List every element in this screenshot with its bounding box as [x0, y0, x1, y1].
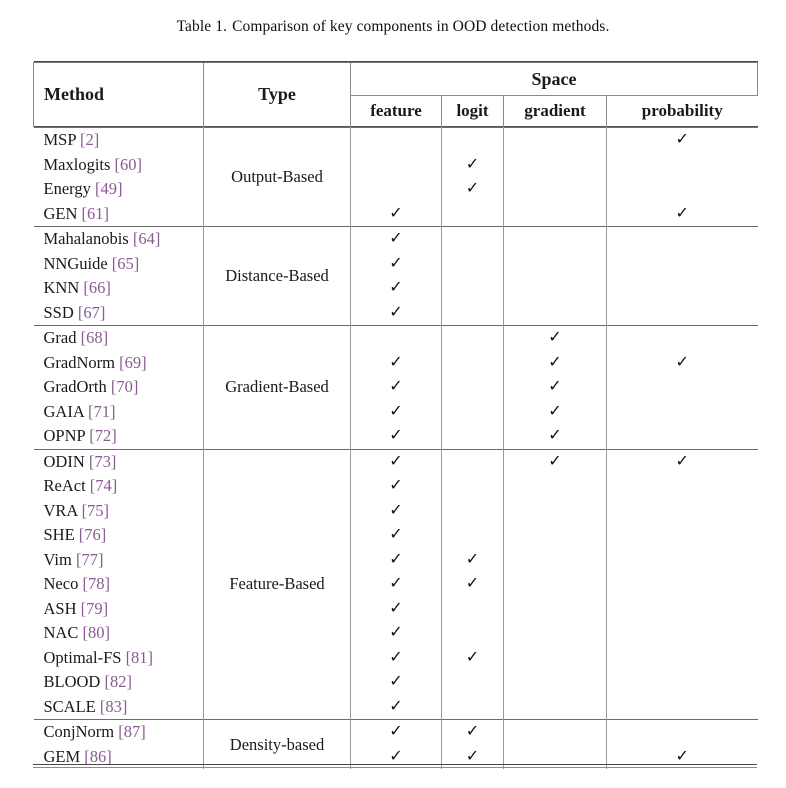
cell-method: [34, 548, 204, 573]
cell-probability: [607, 572, 758, 597]
reference-citation[interactable]: [75]: [81, 500, 110, 520]
cell-gradient: [504, 572, 607, 597]
cell-probability: [607, 227, 758, 252]
cell-method: [34, 326, 204, 351]
reference-citation[interactable]: [65]: [111, 253, 140, 273]
reference-citation[interactable]: [86]: [84, 746, 112, 766]
cell-logit: [442, 301, 504, 326]
cell-method: [34, 252, 204, 277]
cell-logit: [442, 695, 504, 720]
header-row-main: [34, 63, 758, 96]
cell-method: [34, 474, 204, 499]
cell-logit: [442, 400, 504, 425]
cell-gradient: [504, 424, 607, 449]
check-icon: ✓: [389, 646, 403, 666]
cell-gradient: [504, 646, 607, 671]
cell-probability: [607, 720, 758, 745]
table-row: [34, 523, 758, 548]
cell-feature: [351, 449, 442, 474]
table-row: [34, 177, 758, 202]
reference-citation[interactable]: [73]: [88, 451, 117, 471]
cell-method: [34, 177, 204, 202]
cell-logit: [442, 375, 504, 400]
cell-feature: [351, 474, 442, 499]
check-icon: ✓: [389, 277, 403, 297]
check-icon: ✓: [389, 475, 403, 495]
reference-citation[interactable]: [61]: [81, 203, 110, 223]
check-icon: ✓: [389, 252, 403, 272]
cell-method: [34, 720, 204, 745]
cell-logit: [442, 351, 504, 376]
method-name: NAC: [43, 623, 83, 643]
caption-label: Table 1.: [176, 18, 228, 35]
cell-method: [34, 128, 204, 153]
cell-gradient: [504, 375, 607, 400]
bottom-double-rule: [33, 764, 757, 768]
cell-probability: [607, 621, 758, 646]
cell-gradient: [504, 301, 607, 326]
method-name: GAIA: [43, 401, 88, 421]
cell-probability: [607, 202, 758, 227]
cell-feature: [351, 621, 442, 646]
cell-probability: [607, 153, 758, 178]
cell-probability: [607, 326, 758, 351]
check-icon: ✓: [389, 425, 403, 445]
cell-probability: [607, 128, 758, 153]
reference-citation[interactable]: [72]: [89, 426, 117, 446]
cell-feature: [351, 499, 442, 524]
cell-gradient: [504, 276, 607, 301]
cell-feature: [351, 276, 442, 301]
table-caption: [0, 18, 786, 36]
check-icon: ✓: [548, 450, 562, 470]
cell-logit: [442, 548, 504, 573]
cell-type: Gradient-Based: [204, 326, 351, 450]
reference-citation[interactable]: [79]: [80, 598, 109, 618]
table-row: [34, 400, 758, 425]
reference-citation[interactable]: [71]: [87, 401, 116, 421]
check-icon: ✓: [389, 622, 403, 642]
table-row: [34, 597, 758, 622]
check-icon: ✓: [389, 400, 403, 420]
cell-feature: [351, 351, 442, 376]
cell-logit: [442, 449, 504, 474]
reference-citation[interactable]: [68]: [80, 328, 109, 348]
cell-gradient: [504, 326, 607, 351]
check-icon: ✓: [675, 745, 689, 765]
cell-probability: [607, 670, 758, 695]
cell-gradient: [504, 128, 607, 153]
cell-gradient: [504, 720, 607, 745]
reference-citation[interactable]: [49]: [94, 179, 123, 199]
cell-method: [34, 695, 204, 720]
cell-gradient: [504, 351, 607, 376]
cell-feature: [351, 326, 442, 351]
cell-feature: [351, 572, 442, 597]
check-icon: ✓: [465, 721, 480, 741]
cell-probability: [607, 252, 758, 277]
cell-gradient: [504, 153, 607, 178]
cell-method: [34, 276, 204, 301]
cell-method: [34, 351, 204, 376]
cell-probability: [607, 424, 758, 449]
cell-feature: [351, 177, 442, 202]
reference-citation[interactable]: [78]: [82, 574, 110, 594]
cell-method: [34, 523, 204, 548]
check-icon: ✓: [389, 573, 403, 593]
cell-logit: [442, 424, 504, 449]
method-name: Vim: [43, 549, 76, 569]
comparison-table-container: [33, 61, 757, 769]
reference-citation[interactable]: [80]: [82, 623, 110, 643]
table-row: [34, 227, 758, 252]
check-icon: ✓: [389, 524, 403, 544]
reference-citation[interactable]: [74]: [89, 476, 118, 496]
reference-citation[interactable]: [69]: [119, 352, 147, 372]
cell-feature: [351, 153, 442, 178]
reference-citation[interactable]: [87]: [118, 722, 146, 742]
column-header-gradient: gradient: [504, 96, 607, 127]
method-name: SHE: [43, 525, 79, 545]
cell-logit: [442, 670, 504, 695]
reference-citation[interactable]: [83]: [99, 696, 128, 716]
cell-probability: [607, 499, 758, 524]
cell-gradient: [504, 597, 607, 622]
cell-method: [34, 202, 204, 227]
check-icon: ✓: [389, 228, 403, 248]
cell-type: Output-Based: [204, 128, 351, 227]
column-header-logit: logit: [442, 96, 504, 127]
table-row: [34, 695, 758, 720]
cell-feature: [351, 523, 442, 548]
check-icon: ✓: [465, 153, 480, 173]
reference-citation[interactable]: [81]: [125, 647, 154, 667]
cell-method: [34, 621, 204, 646]
cell-gradient: [504, 499, 607, 524]
column-header-type: Type: [204, 63, 351, 127]
comparison-table: [33, 61, 758, 769]
cell-feature: [351, 202, 442, 227]
check-icon: ✓: [389, 376, 403, 396]
check-icon: ✓: [389, 597, 403, 617]
reference-citation[interactable]: [77]: [75, 549, 104, 569]
method-name: GradNorm: [43, 352, 120, 372]
table-row: [34, 252, 758, 277]
check-icon: ✓: [548, 425, 562, 445]
table-head: [34, 62, 758, 128]
check-icon: ✓: [389, 721, 403, 741]
check-icon: ✓: [389, 671, 403, 691]
caption-text: Comparison of key components in OOD detection methods.: [232, 18, 610, 35]
cell-gradient: [504, 670, 607, 695]
reference-citation[interactable]: [82]: [104, 672, 132, 692]
table-row: [34, 621, 758, 646]
cell-feature: [351, 720, 442, 745]
cell-method: [34, 400, 204, 425]
check-icon: ✓: [389, 548, 403, 568]
column-header-probability: probability: [607, 96, 758, 127]
cell-method: [34, 153, 204, 178]
cell-feature: [351, 301, 442, 326]
method-name: Optimal-FS: [43, 647, 126, 667]
cell-probability: [607, 646, 758, 671]
cell-logit: [442, 523, 504, 548]
check-icon: ✓: [465, 646, 480, 666]
cell-logit: [442, 153, 504, 178]
cell-method: [34, 227, 204, 252]
check-icon: ✓: [548, 400, 562, 420]
cell-gradient: [504, 695, 607, 720]
check-icon: ✓: [389, 695, 403, 715]
check-icon: ✓: [465, 178, 480, 198]
reference-citation[interactable]: [60]: [114, 154, 143, 174]
check-icon: ✓: [389, 450, 403, 470]
check-icon: ✓: [389, 351, 403, 371]
cell-gradient: [504, 548, 607, 573]
cell-logit: [442, 499, 504, 524]
check-icon: ✓: [465, 745, 480, 765]
cell-feature: [351, 548, 442, 573]
cell-gradient: [504, 177, 607, 202]
cell-feature: [351, 646, 442, 671]
method-name: ReAct: [43, 476, 90, 496]
cell-method: [34, 646, 204, 671]
cell-probability: [607, 597, 758, 622]
cell-probability: [607, 400, 758, 425]
cell-logit: [442, 646, 504, 671]
cell-probability: [607, 177, 758, 202]
table-row: [34, 474, 758, 499]
method-name: Maxlogits: [43, 154, 115, 174]
check-icon: ✓: [389, 745, 403, 765]
reference-citation[interactable]: [64]: [132, 229, 161, 249]
cell-probability: [607, 301, 758, 326]
method-name: Energy: [43, 179, 95, 199]
cell-gradient: [504, 400, 607, 425]
check-icon: ✓: [675, 351, 689, 371]
cell-feature: [351, 400, 442, 425]
cell-method: [34, 449, 204, 474]
cell-probability: [607, 548, 758, 573]
cell-method: [34, 597, 204, 622]
cell-feature: [351, 128, 442, 153]
table-row: [34, 153, 758, 178]
method-name: Neco: [43, 574, 83, 594]
cell-probability: [607, 351, 758, 376]
method-name: ASH: [43, 598, 81, 618]
table-row: [34, 301, 758, 326]
table-row: [34, 375, 758, 400]
method-name: Grad: [43, 328, 81, 348]
cell-method: [34, 670, 204, 695]
method-name: Mahalanobis: [43, 229, 133, 249]
cell-type: Feature-Based: [204, 449, 351, 720]
method-name: SCALE: [43, 696, 100, 716]
cell-feature: [351, 695, 442, 720]
cell-feature: [351, 252, 442, 277]
method-name: NNGuide: [43, 253, 112, 273]
method-name: KNN: [43, 278, 84, 298]
check-icon: ✓: [548, 376, 562, 396]
cell-feature: [351, 597, 442, 622]
check-icon: ✓: [465, 573, 480, 593]
method-name: GEM: [43, 746, 85, 766]
cell-gradient: [504, 474, 607, 499]
cell-logit: [442, 227, 504, 252]
table-row: [34, 499, 758, 524]
cell-probability: [607, 474, 758, 499]
check-icon: ✓: [389, 499, 403, 519]
cell-gradient: [504, 202, 607, 227]
table-row: [34, 720, 758, 745]
table-row: [34, 572, 758, 597]
check-icon: ✓: [548, 327, 562, 347]
table-row: [34, 202, 758, 227]
method-name: SSD: [43, 302, 78, 322]
method-name: ConjNorm: [43, 722, 119, 742]
cell-gradient: [504, 523, 607, 548]
check-icon: ✓: [548, 351, 562, 371]
table-body: [34, 128, 758, 770]
cell-feature: [351, 670, 442, 695]
cell-feature: [351, 375, 442, 400]
method-name: OPNP: [43, 426, 90, 446]
cell-logit: [442, 621, 504, 646]
cell-feature: [351, 227, 442, 252]
cell-type: Density-based: [204, 720, 351, 770]
cell-logit: [442, 597, 504, 622]
cell-logit: [442, 128, 504, 153]
cell-method: [34, 572, 204, 597]
column-header-feature: feature: [351, 96, 442, 127]
cell-type: Distance-Based: [204, 227, 351, 326]
method-name: BLOOD: [43, 672, 105, 692]
cell-logit: [442, 202, 504, 227]
check-icon: ✓: [465, 548, 480, 568]
check-icon: ✓: [675, 129, 689, 149]
cell-method: [34, 424, 204, 449]
check-icon: ✓: [389, 301, 403, 321]
table-row: [34, 670, 758, 695]
cell-method: [34, 301, 204, 326]
cell-logit: [442, 276, 504, 301]
check-icon: ✓: [675, 450, 689, 470]
column-header-method: Method: [34, 63, 204, 127]
reference-citation[interactable]: [76]: [78, 525, 107, 545]
reference-citation[interactable]: [66]: [83, 278, 111, 298]
cell-logit: [442, 326, 504, 351]
reference-citation[interactable]: [2]: [80, 130, 100, 150]
cell-logit: [442, 474, 504, 499]
cell-logit: [442, 252, 504, 277]
table-row: [34, 449, 758, 474]
cell-logit: [442, 720, 504, 745]
cell-logit: [442, 572, 504, 597]
table-row: [34, 326, 758, 351]
cell-probability: [607, 695, 758, 720]
table-row: [34, 548, 758, 573]
reference-citation[interactable]: [70]: [110, 377, 139, 397]
cell-gradient: [504, 449, 607, 474]
cell-probability: [607, 449, 758, 474]
cell-probability: [607, 276, 758, 301]
cell-method: [34, 375, 204, 400]
cell-feature: [351, 424, 442, 449]
cell-gradient: [504, 621, 607, 646]
method-name: GEN: [43, 203, 82, 223]
cell-method: [34, 499, 204, 524]
table-row: [34, 351, 758, 376]
check-icon: ✓: [389, 202, 403, 222]
cell-gradient: [504, 252, 607, 277]
table-row: [34, 128, 758, 153]
table-row: [34, 646, 758, 671]
method-name: GradOrth: [43, 377, 111, 397]
method-name: ODIN: [43, 451, 89, 471]
table-row: [34, 424, 758, 449]
cell-gradient: [504, 227, 607, 252]
cell-probability: [607, 375, 758, 400]
check-icon: ✓: [675, 202, 689, 222]
cell-logit: [442, 177, 504, 202]
method-name: MSP: [43, 130, 81, 150]
column-header-space: Space: [351, 63, 758, 96]
cell-probability: [607, 523, 758, 548]
table-row: [34, 276, 758, 301]
method-name: VRA: [43, 500, 82, 520]
reference-citation[interactable]: [67]: [77, 302, 106, 322]
